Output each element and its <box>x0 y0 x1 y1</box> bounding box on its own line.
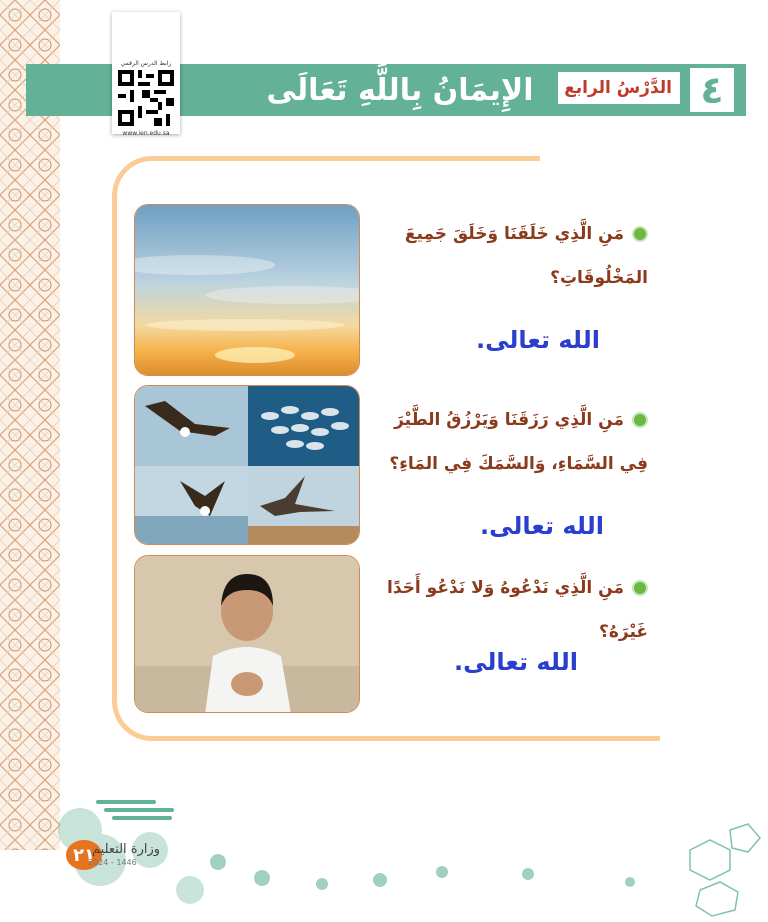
qr-label: رابط الدرس الرقمي <box>120 60 172 67</box>
answer-3: الله تعالى. <box>454 648 578 676</box>
decorative-pattern-strip <box>0 0 60 850</box>
lesson-title: الإِيمَانُ بِاللَّهِ تَعَالَى <box>266 72 534 108</box>
qr-code-icon <box>118 70 174 126</box>
answer-2: الله تعالى. <box>480 512 604 540</box>
eagles-and-fish-image <box>134 385 360 545</box>
lesson-number: ٤ <box>690 68 734 112</box>
ministry-year: 2024 - 1446 <box>88 858 137 867</box>
lesson-label: الدَّرْسُ الرابع <box>558 72 680 104</box>
ministry-logo-text: وزارة التعليم <box>92 842 161 857</box>
bullet-icon <box>632 412 648 428</box>
bullet-icon <box>632 226 648 242</box>
answer-1: الله تعالى. <box>476 326 600 354</box>
page-number: ٢١ <box>66 840 102 870</box>
question-1-text: مَنِ الَّذِي خَلَقَنَا وَخَلَقَ جَمِيعَ المَخْلُوقَاتِ؟ <box>404 224 648 288</box>
digital-lesson-qr-card[interactable] <box>112 12 180 137</box>
qr-url: www.ien.edu.sa <box>122 130 170 137</box>
question-2 <box>376 398 648 486</box>
bullet-icon <box>632 580 648 596</box>
sunset-sky-image <box>134 204 360 376</box>
praying-boy-image <box>134 555 360 713</box>
question-1 <box>376 212 648 300</box>
question-3 <box>376 566 648 654</box>
question-2-text: مَنِ الَّذِي رَزَقَنَا وَيَرْزُقُ الطَّيْرَ فِي السَّمَاءِ، وَالسَّمَكَ فِي المَاءِ؟ <box>389 410 648 474</box>
question-3-text: مَنِ الَّذِي نَدْعُوهُ وَلا نَدْعُو أَحَدًا غَيْرَهُ؟ <box>387 578 648 642</box>
